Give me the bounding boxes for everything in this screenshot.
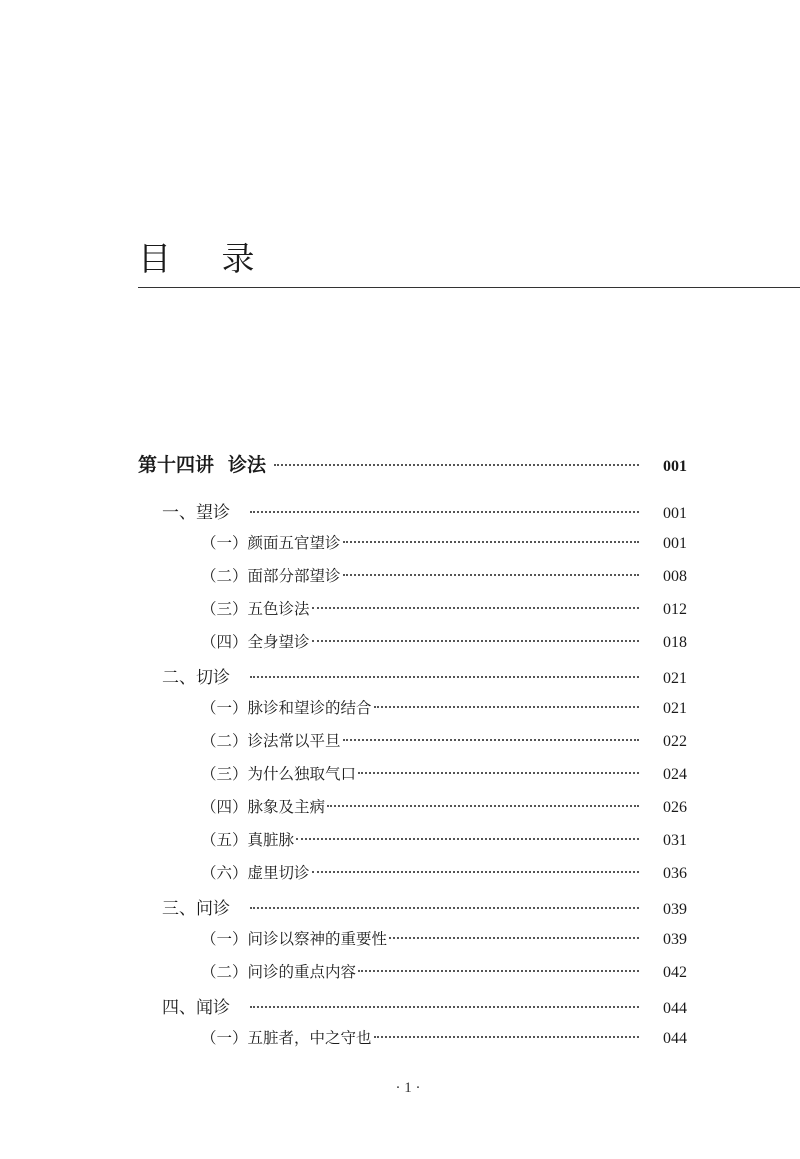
toc-subsection-row[interactable] [201, 696, 687, 724]
dot-leader [358, 970, 639, 972]
dot-leader [312, 607, 639, 609]
toc-subsection-row[interactable] [201, 531, 687, 559]
footer-page-number: · 1 · [395, 1080, 421, 1096]
dot-leader [374, 1036, 639, 1038]
toc-subsection-row[interactable] [201, 597, 687, 625]
dot-leader [296, 838, 639, 840]
toc-page-number: 031 [663, 832, 687, 849]
page-title: 目 录 [138, 239, 275, 278]
toc-page-number: 044 [663, 1030, 687, 1047]
toc-page-number: 008 [663, 568, 687, 585]
toc-subsection-row[interactable] [201, 564, 687, 592]
toc-page-number: 039 [663, 901, 687, 918]
dot-leader [343, 739, 639, 741]
toc-subsection-label: （四）脉象及主病 [201, 798, 326, 816]
toc-subsection-row[interactable] [201, 828, 687, 856]
toc-subsection-label: （三）五色诊法 [201, 600, 310, 618]
toc-subsection-label: （一）脉诊和望诊的结合 [201, 699, 372, 717]
dot-leader [274, 464, 639, 466]
toc-subsection-label: （二）问诊的重点内容 [201, 963, 357, 981]
toc-subsection-label: （三）为什么独取气口 [201, 765, 357, 783]
toc-subsection-label: （一）问诊以察神的重要性 [201, 930, 388, 948]
dot-leader [389, 937, 639, 939]
toc-subsection-row[interactable] [201, 927, 687, 955]
toc-page-number: 021 [663, 700, 687, 717]
toc-chapter-row[interactable] [138, 450, 687, 478]
chapter-number: 第十四讲 [138, 454, 215, 476]
toc-page-number: 021 [663, 670, 687, 687]
dot-leader [250, 676, 639, 678]
dot-leader [250, 907, 639, 909]
toc-section-row[interactable] [162, 498, 687, 526]
toc-page-number: 012 [663, 601, 687, 618]
toc-subsection-label: （一）颜面五官望诊 [201, 534, 341, 552]
toc-section-row[interactable] [162, 993, 687, 1021]
dot-leader [312, 871, 639, 873]
toc-page-number: 001 [663, 458, 687, 475]
dot-leader [327, 805, 639, 807]
dot-leader [343, 574, 639, 576]
dot-leader [343, 541, 639, 543]
toc-page-number: 042 [663, 964, 687, 981]
toc-page-number: 024 [663, 766, 687, 783]
dot-leader [312, 640, 639, 642]
toc-subsection-row[interactable] [201, 861, 687, 889]
toc-page-number: 001 [663, 535, 687, 552]
dot-leader [250, 1006, 639, 1008]
toc-section-label: 一、望诊 [162, 503, 230, 523]
dot-leader [374, 706, 639, 708]
toc-section-label: 四、闻诊 [162, 998, 230, 1018]
toc-subsection-label: （六）虚里切诊 [201, 864, 310, 882]
toc-section-row[interactable] [162, 894, 687, 922]
toc-page-number: 022 [663, 733, 687, 750]
toc-subsection-row[interactable] [201, 630, 687, 658]
toc-page-number: 036 [663, 865, 687, 882]
toc-page-number: 044 [663, 1000, 687, 1017]
toc-subsection-row[interactable] [201, 960, 687, 988]
toc-page-number: 001 [663, 505, 687, 522]
toc-subsection-row[interactable] [201, 795, 687, 823]
toc-page-number: 026 [663, 799, 687, 816]
toc-chapter-label [138, 450, 266, 477]
toc-subsection-row[interactable] [201, 762, 687, 790]
toc-section-label: 三、问诊 [162, 899, 230, 919]
toc-section-row[interactable] [162, 663, 687, 691]
chapter-name: 诊法 [228, 454, 267, 476]
toc-page-number: 039 [663, 931, 687, 948]
toc-subsection-row[interactable] [201, 729, 687, 757]
toc-subsection-label: （二）诊法常以平旦 [201, 732, 341, 750]
toc-subsection-label: （四）全身望诊 [201, 633, 310, 651]
dot-leader [358, 772, 639, 774]
toc-subsection-row[interactable] [201, 1026, 687, 1054]
dot-leader [250, 511, 639, 513]
toc-page-number: 018 [663, 634, 687, 651]
toc-section-label: 二、切诊 [162, 668, 230, 688]
toc-subsection-label: （二）面部分部望诊 [201, 567, 341, 585]
toc-subsection-label: （一）五脏者，中之守也 [201, 1029, 372, 1047]
toc-subsection-label: （五）真脏脉 [201, 831, 295, 849]
